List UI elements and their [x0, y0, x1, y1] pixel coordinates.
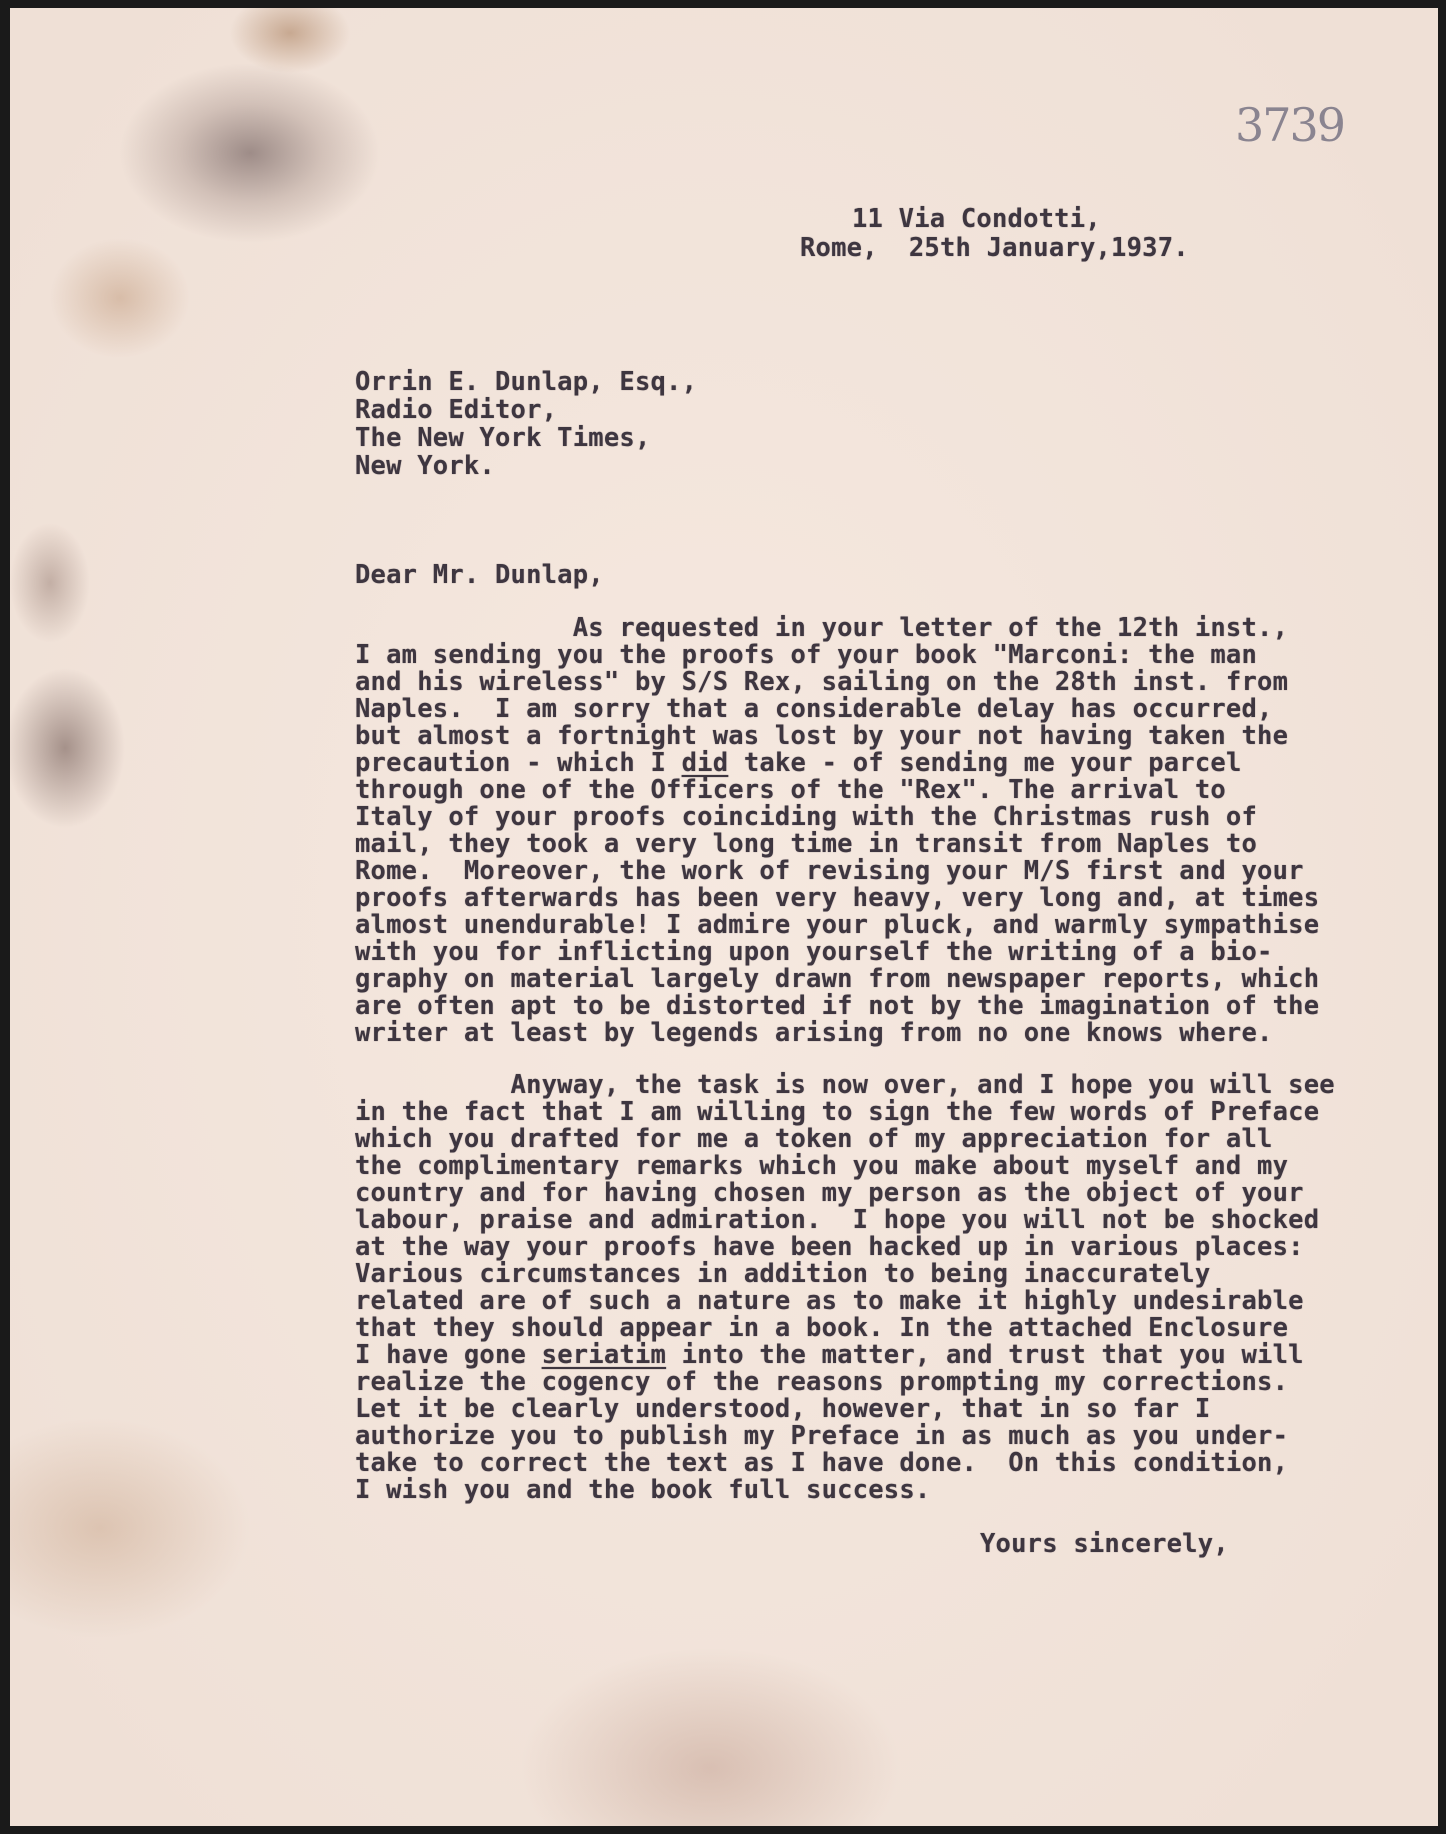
- paragraph2-line: realize the cogency of the reasons prompting my corrections.: [355, 1367, 1289, 1397]
- paragraph2-line: that they should appear in a book. In the attached Enclosure: [355, 1313, 1289, 1343]
- underlined-did: did: [681, 748, 729, 778]
- paragraph1-line: through one of the Officers of the "Rex". The arrival to: [355, 775, 1226, 805]
- paragraph1-line: As requested in your letter of the 12th inst.,: [355, 613, 1289, 643]
- paragraph1-line: Naples. I am sorry that a considerable delay has occurred,: [355, 694, 1273, 724]
- paragraph2-line: country and for having chosen my person as the object of your: [355, 1178, 1304, 1208]
- paragraph1-line: with you for inflicting upon yourself the writing of a bio-: [355, 937, 1273, 967]
- paragraph2-line: labour, praise and admiration. I hope you will not be shocked: [355, 1205, 1320, 1235]
- paragraph1-line-start: precaution - which I: [355, 748, 682, 778]
- paragraph2-line-with-underline: [355, 1341, 1304, 1369]
- paragraph2-line: Let it be clearly understood, however, that in so far I: [355, 1394, 1211, 1424]
- paragraph1-line: but almost a fortnight was lost by your not having taken the: [355, 721, 1289, 751]
- recipient-city: New York.: [355, 451, 495, 481]
- paragraph1-line: Italy of your proofs coinciding with the Christmas rush of: [355, 802, 1258, 832]
- paragraph1-line-with-underline: [355, 749, 1242, 777]
- paragraph2-line: which you drafted for me a token of my appreciation for all: [355, 1124, 1273, 1154]
- paragraph1-line: almost unendurable! I admire your pluck, and warmly sympathise: [355, 910, 1320, 940]
- recipient-name: Orrin E. Dunlap, Esq.,: [355, 367, 698, 397]
- paragraph1-line: Rome. Moreover, the work of revising your M/S first and your: [355, 856, 1304, 886]
- paragraph2-line: Various circumstances in addition to being inaccurately: [355, 1259, 1211, 1289]
- paragraph2-line: in the fact that I am willing to sign the few words of Preface: [355, 1097, 1320, 1127]
- paragraph1-line-end: take - of sending me your parcel: [728, 748, 1242, 778]
- salutation: Dear Mr. Dunlap,: [355, 560, 604, 590]
- underlined-seriatim: seriatim: [541, 1340, 667, 1370]
- paragraph1-line: mail, they took a very long time in transit from Naples to: [355, 829, 1258, 859]
- paragraph1-line: I am sending you the proofs of your book "Marconi: the man: [355, 640, 1258, 670]
- paragraph1-line: graphy on material largely drawn from newspaper reports, which: [355, 964, 1320, 994]
- closing: Yours sincerely,: [980, 1529, 1229, 1559]
- paragraph1-line: proofs afterwards has been very heavy, very long and, at times: [355, 883, 1320, 913]
- sender-address-date: Rome, 25th January,1937.: [800, 233, 1189, 263]
- paragraph2-line: the complimentary remarks which you make about myself and my: [355, 1151, 1289, 1181]
- paragraph2-line: take to correct the text as I have done. On this condition,: [355, 1448, 1289, 1478]
- sender-address-street: 11 Via Condotti,: [852, 204, 1101, 234]
- paragraph1-line: writer at least by legends arising from no one knows where.: [355, 1018, 1273, 1048]
- recipient-organization: The New York Times,: [355, 423, 651, 453]
- paragraph2-line-start: I have gone: [355, 1340, 542, 1370]
- paragraph2-line: I wish you and the book full success.: [355, 1475, 931, 1505]
- paragraph1-line: and his wireless" by S/S Rex, sailing on the 28th inst. from: [355, 667, 1289, 697]
- paragraph2-line: related are of such a nature as to make it highly undesirable: [355, 1286, 1304, 1316]
- paragraph2-line: at the way your proofs have been hacked up in various places:: [355, 1232, 1304, 1262]
- paragraph2-line: Anyway, the task is now over, and I hope you will see: [355, 1070, 1335, 1100]
- paragraph1-line: are often apt to be distorted if not by the imagination of the: [355, 991, 1320, 1021]
- archive-number: 3739: [1235, 98, 1345, 152]
- paragraph2-line: authorize you to publish my Preface in as much as you under-: [355, 1421, 1289, 1451]
- letter-page: [10, 8, 1438, 1826]
- paragraph2-line-end: into the matter, and trust that you will: [666, 1340, 1304, 1370]
- recipient-title: Radio Editor,: [355, 395, 558, 425]
